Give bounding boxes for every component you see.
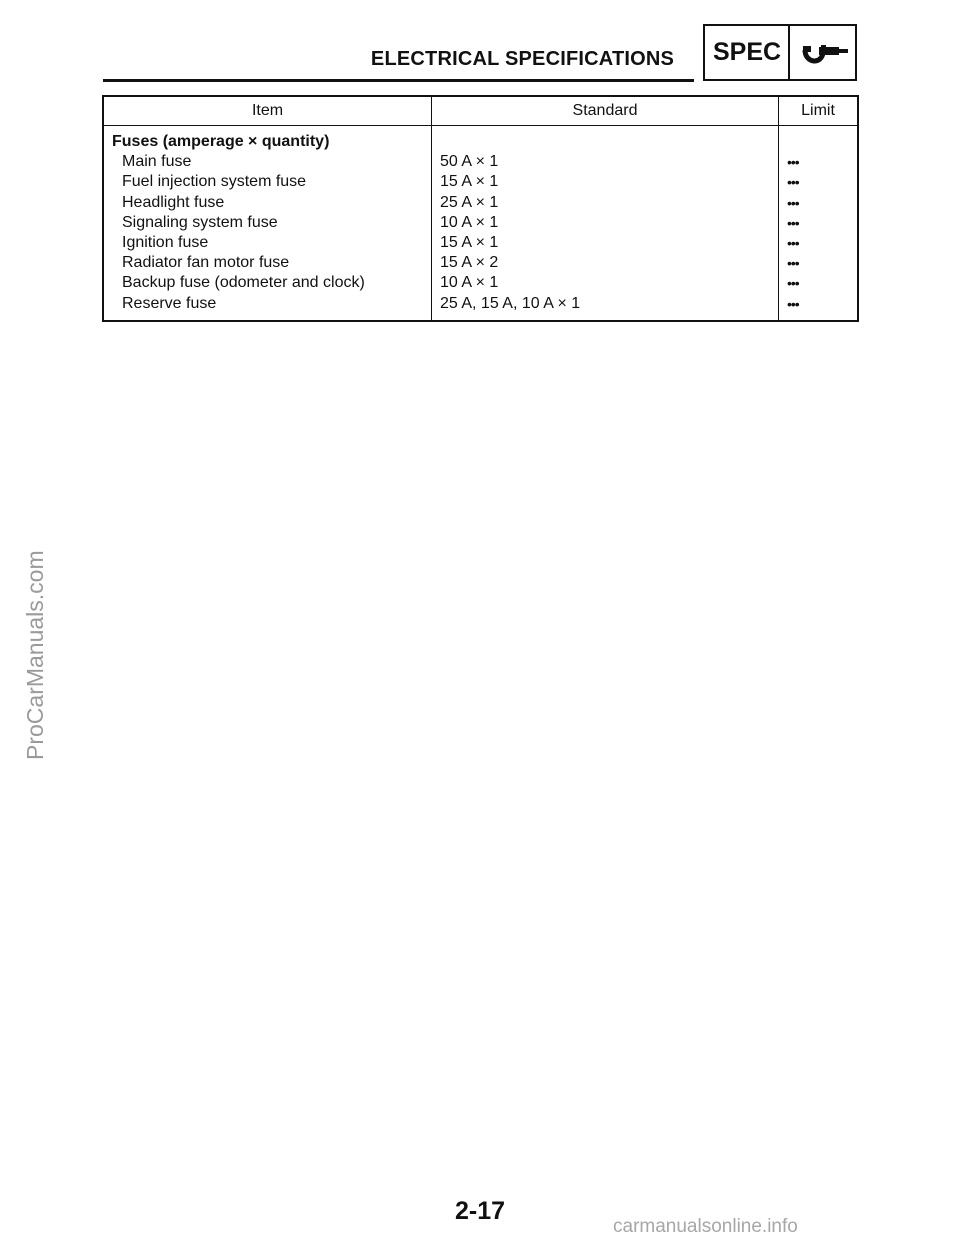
fuse-spec-table — [102, 95, 859, 322]
limit-cell — [779, 126, 859, 321]
limit-value: ••• — [787, 234, 799, 251]
item-cell — [103, 126, 432, 321]
limit-value: ••• — [787, 174, 799, 191]
item-name: Main fuse — [122, 153, 192, 171]
header-rule — [103, 79, 694, 82]
limit-value: ••• — [787, 295, 799, 312]
column-header-standard: Standard — [432, 96, 779, 126]
standard-cell — [432, 126, 779, 321]
limit-value: ••• — [787, 214, 799, 231]
standard-value: 25 A × 1 — [440, 193, 499, 211]
spec-label: SPEC — [713, 38, 782, 66]
item-name: Backup fuse (odometer and clock) — [122, 274, 365, 292]
standard-value: 50 A × 1 — [440, 153, 499, 171]
item-name: Signaling system fuse — [122, 213, 278, 231]
footer-watermark: carmanualsonline.info — [613, 1216, 798, 1237]
standard-value: 15 A × 1 — [440, 234, 499, 252]
limit-value: ••• — [787, 275, 799, 292]
column-header-limit: Limit — [779, 96, 859, 126]
spec-badge — [703, 24, 857, 81]
group-title: Fuses (amperage × quantity) — [112, 133, 330, 150]
standard-value: 15 A × 2 — [440, 254, 499, 272]
micrometer-icon — [801, 38, 851, 73]
limit-value: ••• — [787, 255, 799, 272]
item-name: Fuel injection system fuse — [122, 173, 307, 191]
limit-value: ••• — [787, 154, 799, 171]
standard-value: 10 A × 1 — [440, 274, 499, 292]
item-name: Reserve fuse — [122, 294, 217, 312]
item-name: Headlight fuse — [122, 193, 225, 211]
item-name: Ignition fuse — [122, 234, 209, 252]
standard-value: 15 A × 1 — [440, 173, 499, 191]
item-name: Radiator fan motor fuse — [122, 254, 290, 272]
column-header-item: Item — [103, 96, 432, 126]
page-number: 2-17 — [454, 1197, 506, 1225]
spec-divider — [788, 26, 790, 79]
table-row — [103, 126, 858, 321]
limit-value: ••• — [787, 194, 799, 211]
side-watermark: ProCarManuals.com — [22, 550, 48, 760]
page-title: ELECTRICAL SPECIFICATIONS — [370, 48, 675, 70]
standard-value: 25 A, 15 A, 10 A × 1 — [440, 294, 581, 312]
standard-value: 10 A × 1 — [440, 213, 499, 231]
